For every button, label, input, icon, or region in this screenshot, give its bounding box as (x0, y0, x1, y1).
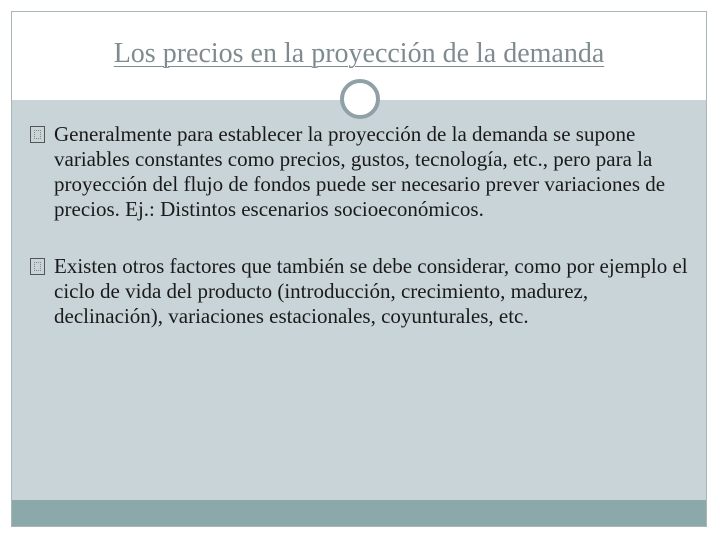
list-item (30, 254, 690, 329)
bullet-list (30, 122, 690, 361)
box-bullet-icon (30, 258, 45, 275)
footer-bar (12, 500, 706, 526)
box-bullet-icon (30, 126, 45, 143)
slide-title: Los precios en la proyección de la demanda (113, 38, 605, 69)
list-item (30, 122, 690, 222)
bullet-text: Generalmente para establecer la proyección de la demanda se supone variables constantes como precios, gustos, tecnología, etc., pero para la proyección del flujo de fondos puede ser necesario prever variaciones de precios. Ej.: Distintos escenarios socioeconómicos. (54, 122, 666, 221)
bullet-text: Existen otros factores que también se debe considerar, como por ejemplo el ciclo de vida del producto (introducción, crecimiento, madurez, declinación), variaciones estacionales, coyunturales, etc. (54, 254, 688, 328)
circle-ring-inner (349, 88, 371, 110)
circle-ring-icon (340, 79, 380, 119)
